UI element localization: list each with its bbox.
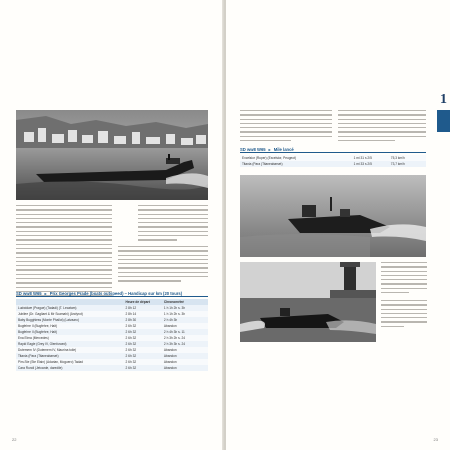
left-page-number: 22 (12, 437, 17, 442)
table-cell: Dutemem IV (Dutemem IV, Maurina toile) (16, 347, 124, 353)
table-cell: Excelsior (Ruper) (Excelsior, Peugeot) (240, 155, 352, 161)
table-cell: Cara Rundi (Jetcarde, daredile) (16, 365, 124, 371)
chapter-number: 1 (440, 92, 447, 107)
left-table-header (16, 290, 208, 297)
right-table-code: SD ww8 W65 (240, 146, 266, 152)
table-cell: 2 6h 32 (124, 347, 162, 353)
table-cell: 73,7 km/h (389, 161, 426, 167)
harbor-racing-photo (16, 110, 208, 200)
left-table-arrow: ▸ (44, 290, 47, 296)
table-cell: Ludwidwe (Prague) (Tadadi) (T. Lecatam) (16, 305, 124, 311)
right-body-text-col1 (240, 110, 332, 144)
right-page-number: 23 (433, 437, 438, 442)
table-cell: Baby Bugghiess (Monte Phallot) (Latvaaro) (16, 317, 124, 323)
right-table-title: Mile lancé (273, 146, 294, 152)
right-table-header (240, 146, 426, 153)
table-cell: Abandon (162, 323, 208, 329)
speedboat-photo-1 (240, 175, 426, 257)
table-cell: 2 h 3h 2h s. 24 (162, 335, 208, 341)
table-cell: Abandon (162, 365, 208, 371)
table-cell: 1 h 1h 2h s. 3h (162, 305, 208, 311)
right-table-arrow: ▸ (268, 146, 271, 152)
speedboat-photo-2 (240, 262, 376, 342)
speedboat-photo-1-art (240, 175, 426, 257)
right-results-table (240, 155, 426, 167)
right-page (226, 0, 450, 450)
table-cell: Pim-Ste (Ste Elain) (Adarian, Moguero) Tadad (16, 359, 124, 365)
right-photo-caption-1 (381, 262, 427, 296)
table-cell: 2 6h 32 (124, 359, 162, 365)
table-row (16, 365, 208, 371)
left-table-code: SD ww8 W65 (16, 290, 42, 296)
table-cell: 2 8h 30 (124, 317, 162, 323)
left-photo-caption (138, 205, 208, 244)
right-photo-caption-2 (381, 300, 427, 330)
left-results-table (16, 299, 208, 371)
table-cell: 2 6h 32 (124, 329, 162, 335)
table-cell: 2 8h 12 (124, 305, 162, 311)
table-cell: 2 6h 32 (124, 341, 162, 347)
left-col-time: Chronométré (162, 299, 208, 305)
table-cell: Abandon (162, 353, 208, 359)
table-cell: 2 6h 32 (124, 365, 162, 371)
harbor-photo-art (16, 110, 208, 200)
table-cell: Bugfehre II (Bugfehre, Hait) (16, 329, 124, 335)
table-cell: 1 h 1h 2h s. 3h (162, 311, 208, 317)
table-cell: Titania (Para (Titaneabarset) (240, 161, 352, 167)
left-body-text-2 (118, 246, 208, 285)
table-cell: Bugfehre II (Bugfehre, Hait) (16, 323, 124, 329)
table-row (240, 161, 426, 167)
table-cell: 2 8h 14 (124, 311, 162, 317)
table-cell: 1 mi 31 s 2/5 (352, 155, 389, 161)
chapter-tab (437, 110, 450, 132)
table-cell: Abandon (162, 347, 208, 353)
left-table-title: Prix Georges Prade (boats outspeed) – Handicap sur km (20 tours) (49, 290, 183, 296)
left-col-start: Heure de départ (124, 299, 162, 305)
table-cell: 2 h 4h 3h s. 11 (162, 329, 208, 335)
table-cell: Abandon (162, 359, 208, 365)
table-cell: 2 h 3h 3h s. 24 (162, 341, 208, 347)
table-cell: 2 6h 32 (124, 353, 162, 359)
table-cell: 2 h 4h 3h (162, 317, 208, 323)
table-cell: Titania (Para (Titaneabarset) (16, 353, 124, 359)
table-cell: 2 6h 32 (124, 335, 162, 341)
table-cell: 75,3 km/h (389, 155, 426, 161)
right-body-text-col2 (338, 110, 426, 144)
table-cell: Rapid Eagle (Grey IV, Glenfuraed) (16, 341, 124, 347)
table-cell: 1 mi 33 s 2/5 (352, 161, 389, 167)
speedboat-photo-2-art (240, 262, 376, 342)
left-page (0, 0, 224, 450)
table-cell: 2 6h 32 (124, 323, 162, 329)
table-cell: Ena Elma (Mercedes) (16, 335, 124, 341)
chapter-marker (437, 92, 450, 132)
table-cell: Jubilee (Dr. Gagliaet & Mr Scamahi) (Andyrot) (16, 311, 124, 317)
